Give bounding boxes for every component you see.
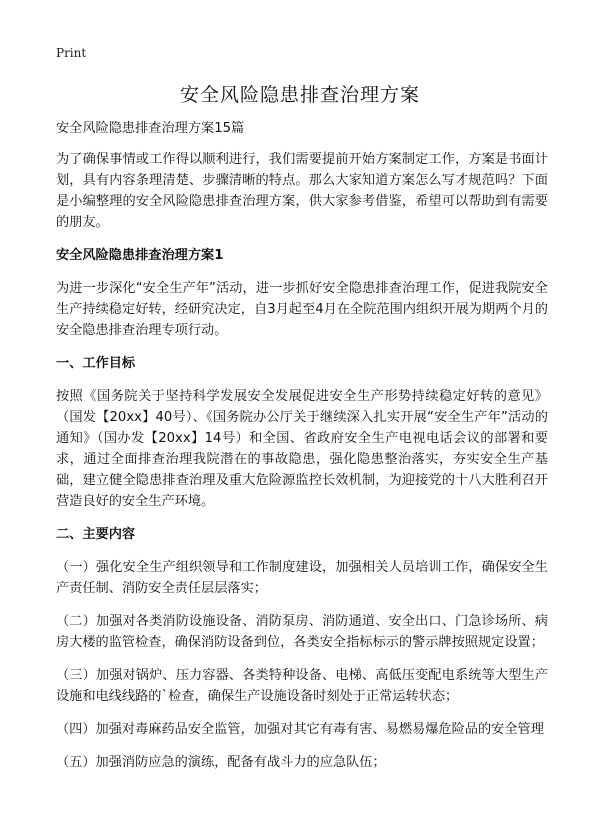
page-title: 安全风险隐患排查治理方案 xyxy=(179,84,420,106)
intro-paragraph: 为了确保事情或工作得以顺利进行，我们需要提前开始方案制定工作，方案是书面计划，具有内容条理清楚、步骤清晰的特点。那么大家知道方案怎么写才规范吗？下面是小编整理的安全风险隐患排查治理方案，供大家参考借鉴，希望可以帮助到有需要的朋友。 xyxy=(56,152,548,230)
section-heading: 安全风险隐患排查治理方案1 xyxy=(56,248,224,263)
content-item-4: （四）加强对毒麻药品安全监管，加强对其它有毒有害、易燃易爆危险品的安全管理 xyxy=(56,722,544,737)
document-subtitle: 安全风险隐患排查治理方案15篇 xyxy=(56,121,245,136)
content-item-1: （一）强化安全生产组织领导和工作制度建设，加强相关人员培训工作，确保安全生产责任制、消防安全责任层层落实； xyxy=(56,560,548,596)
goal-paragraph: 按照《国务院关于坚持科学发展安全发展促进安全生产形势持续稳定好转的意见》（国发【20xx】40号）、《国务院办公厅关于继续深入扎实开展“安全生产年”活动的通知》（国办发【20xx】14号）和全国、省政府安全生产电视电话会议的部署和要求，通过全面排查治理我院潜在的事故隐患，强化隐患整治落实，夯实安全生产基础，建立健全隐患排查治理及重大危险源监控长效机制，为迎接党的十八大胜利召开营造良好的安全生产环境。 xyxy=(56,389,548,509)
content-item-2: （二）加强对各类消防设施设备、消防泵房、消防通道、安全出口、门急诊场所、病房大楼的监管检查，确保消防设备到位，各类安全指标标示的警示牌按照规定设置； xyxy=(56,614,548,650)
content-heading: 二、主要内容 xyxy=(56,527,136,542)
document-body xyxy=(56,118,548,785)
print-link[interactable]: Print xyxy=(56,46,87,60)
content-item-5: （五）加强消防应急的演练，配备有战斗力的应急队伍； xyxy=(56,755,386,770)
section-paragraph: 为进一步深化“安全生产年”活动，进一步抓好安全隐患排查治理工作，促进我院安全生产持续稳定好转，经研究决定，自3月起至4月在全院范围内组织开展为期两个月的安全隐患排查治理专项行动。 xyxy=(56,281,548,338)
content-item-3: （三）加强对锅炉、压力容器、各类特种设备、电梯、高低压变配电系统等大型生产设施和电线线路的`检查，确保生产设施设备时刻处于正常运转状态； xyxy=(56,668,548,704)
goal-heading: 一、工作目标 xyxy=(56,356,136,371)
